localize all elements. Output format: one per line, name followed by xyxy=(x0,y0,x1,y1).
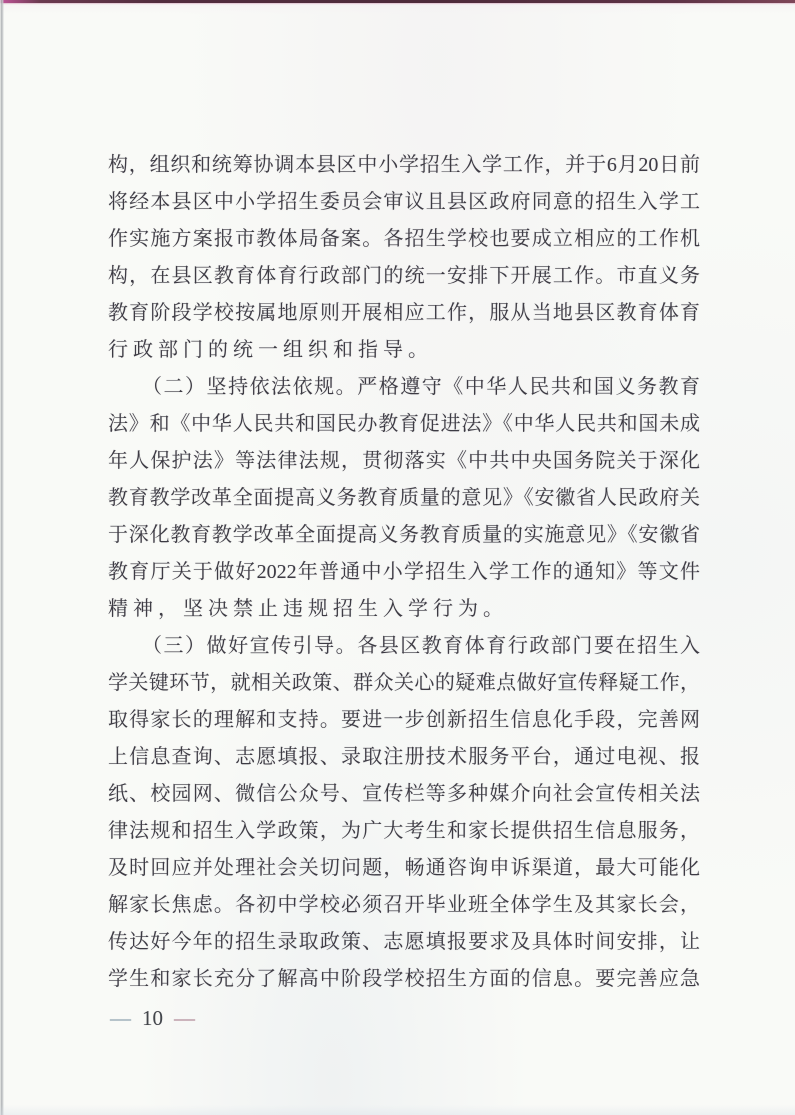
text-block xyxy=(108,147,700,998)
text-line: 教育教学改革全面提高义务教育质量的意见》《安徽省人民政府关 xyxy=(108,487,700,509)
text-line: 教育阶段学校按属地原则开展相应工作，服从当地县区教育体育 xyxy=(108,302,700,324)
text-line: 年人保护法》等法律法规，贯彻落实《中共中央国务院关于深化 xyxy=(108,450,700,472)
text-line: 精神，坚决禁止违规招生入学行为。 xyxy=(108,598,508,620)
text-line: 学生和家长充分了解高中阶段学校招生方面的信息。要完善应急 xyxy=(108,968,700,990)
text-line: 解家长焦虑。各初中学校必须召开毕业班全体学生及其家长会， xyxy=(108,894,700,916)
text-line: 纸、校园网、微信公众号、宣传栏等多种媒介向社会宣传相关法 xyxy=(108,783,700,805)
page-number-dash-left: — xyxy=(110,1006,131,1030)
text-line: 上信息查询、志愿填报、录取注册技术服务平台，通过电视、报 xyxy=(108,746,700,768)
text-line: （三）做好宣传引导。各县区教育体育行政部门要在招生入 xyxy=(142,635,700,657)
text-line: 教育厅关于做好2022年普通中小学招生入学工作的通知》等文件 xyxy=(108,561,700,583)
scan-left-edge-line xyxy=(0,0,4,1115)
text-line: 将经本县区中小学招生委员会审议且县区政府同意的招生入学工 xyxy=(108,191,700,213)
page-number-dash-right: — xyxy=(174,1006,195,1030)
text-line: 法》和《中华人民共和国民办教育促进法》《中华人民共和国未成 xyxy=(108,413,700,435)
text-line: 行政部门的统一组织和指导。 xyxy=(108,339,433,361)
text-line: 律法规和招生入学政策，为广大考生和家长提供招生信息服务， xyxy=(108,820,700,842)
text-line: 构，在县区教育体育行政部门的统一安排下开展工作。市直义务 xyxy=(108,265,700,287)
text-line: （二）坚持依法依规。严格遵守《中华人民共和国义务教育 xyxy=(142,376,700,398)
text-line: 作实施方案报市教体局备案。各招生学校也要成立相应的工作机 xyxy=(108,228,700,250)
scan-bottom-shadow xyxy=(0,1105,795,1115)
scan-top-edge-line xyxy=(0,0,795,3)
text-line: 取得家长的理解和支持。要进一步创新招生信息化手段，完善网 xyxy=(108,709,700,731)
text-line: 构，组织和统筹协调本县区中小学招生入学工作，并于6月20日前 xyxy=(108,154,700,176)
page-number-value: 10 xyxy=(142,1006,163,1030)
text-line: 及时回应并处理社会关切问题，畅通咨询申诉渠道，最大可能化 xyxy=(108,857,700,879)
page-number xyxy=(110,1002,195,1034)
text-line: 学关键环节，就相关政策、群众关心的疑难点做好宣传释疑工作， xyxy=(108,672,700,694)
text-line: 于深化教育教学改革全面提高义务教育质量的实施意见》《安徽省 xyxy=(108,524,700,546)
text-line: 传达好今年的招生录取政策、志愿填报要求及具体时间安排，让 xyxy=(108,931,700,953)
